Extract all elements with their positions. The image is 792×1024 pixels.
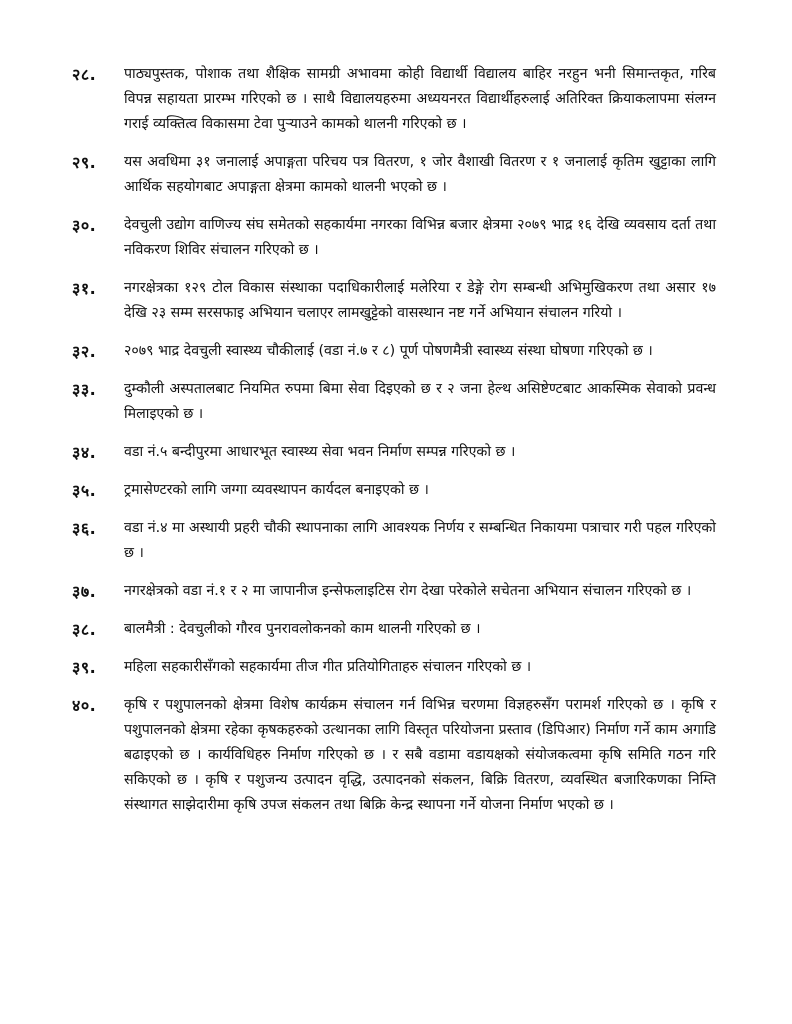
item-text: वडा नं.५ बन्दीपुरमा आधारभूत स्वास्थ्य सेवा भवन निर्माण सम्पन्न गरिएको छ । <box>124 444 516 460</box>
list-item <box>72 617 716 642</box>
item-number: ३५. <box>72 481 97 500</box>
item-text: कृषि र पशुपालनको क्षेत्रमा विशेष कार्यक्रम संचालन गर्न विभिन्न चरणमा विज्ञहरुसँग परामर्श गरिएको छ । कृषि र पशुपालनको क्षेत्रमा रहेका कृषकहरुको उत्थानका लागि विस्तृत परियोजना प्रस्ताव (डिपिआर) निर्माण गर्ने काम अगाडि बढाइएको छ । कार्यविधिहरु निर्माण गरिएको छ । र सबै वडामा वडायक्षको संयोजकत्वमा कृषि समिति गठन गरि सकिएको छ । कृषि र पशुजन्य उत्पादन वृद्धि, उत्पादनको संकलन, बिक्रि वितरण, व्यवस्थित बजारिकणका निम्ति संस्थागत साझेदारीमा कृषि उपज संकलन तथा बिक्रि केन्द्र स्थापना गर्ने योजना निर्माण भएको छ । <box>124 697 716 813</box>
item-number: ३९. <box>72 658 97 677</box>
item-text: दुम्कौली अस्पतालबाट नियमित रुपमा बिमा सेवा दिइएको छ र २ जना हेल्थ असिष्टेण्टबाट आकस्मिक सेवाको प्रवन्ध मिलाइएको छ । <box>124 381 716 422</box>
item-text: ट्रमासेण्टरको लागि जग्गा व्यवस्थापन कार्यदल बनाइएको छ । <box>124 482 429 498</box>
item-number: २९. <box>72 153 97 172</box>
item-number: २८. <box>72 65 97 84</box>
list-item <box>72 579 716 604</box>
list-item <box>72 693 716 818</box>
item-number: ३७. <box>72 582 97 601</box>
list-item <box>72 150 716 200</box>
item-text: नगरक्षेत्रका १२९ टोल विकास संस्थाका पदाधिकारीलाई मलेरिया र डेङ्गे रोग सम्बन्धी अभिमुखिकरण तथा असार १७ देखि २३ सम्म सरसफाइ अभियान चलाएर लामखुट्टेको वासस्थान नष्ट गर्ने अभियान संचालन गरियो । <box>124 280 716 321</box>
list-item <box>72 377 716 427</box>
item-number: ३६. <box>72 519 97 538</box>
list-item <box>72 440 716 465</box>
list-item <box>72 478 716 503</box>
item-text: देवचुली उद्योग वाणिज्य संघ समेतको सहकार्यमा नगरका विभिन्न बजार क्षेत्रमा २०७९ भाद्र १६ देखि व्यवसाय दर्ता तथा नविकरण शिविर संचालन गरिएको छ । <box>124 217 716 258</box>
list-item <box>72 276 716 326</box>
item-text: वडा नं.४ मा अस्थायी प्रहरी चौकी स्थापनाका लागि आवश्यक निर्णय र सम्बन्धित निकायमा पत्राचार गरी पहल गरिएको छ । <box>124 520 716 561</box>
item-number: ३२. <box>72 342 97 361</box>
item-text: बालमैत्री : देवचुलीको गौरव पुनरावलोकनको काम थालनी गरिएको छ । <box>124 621 481 637</box>
item-number: ३८. <box>72 620 97 639</box>
list-item <box>72 516 716 566</box>
item-text: महिला सहकारीसँगको सहकार्यमा तीज गीत प्रतियोगिताहरु संचालन गरिएको छ । <box>124 659 532 675</box>
item-text: २०७९ भाद्र देवचुली स्वास्थ्य चौकीलाई (वडा नं.७ र ८) पूर्ण पोषणमैत्री स्वास्थ्य संस्था घोषणा गरिएको छ । <box>124 343 653 359</box>
list-item <box>72 213 716 263</box>
item-number: ३४. <box>72 443 97 462</box>
item-number: ३३. <box>72 380 97 399</box>
list-item <box>72 339 716 364</box>
item-text: पाठ्यपुस्तक, पोशाक तथा शैक्षिक सामग्री अभावमा कोही विद्यार्थी विद्यालय बाहिर नरहुन भनी सिमान्तकृत, गरिब विपन्न सहायता प्रारम्भ गरिएको छ । साथै विद्यालयहरुमा अध्ययनरत विद्यार्थीहरुलाई अतिरिक्त क्रियाकलापमा संलग्न गराई व्यक्तित्व विकासमा टेवा पुऱ्याउने कामको थालनी गरिएको छ । <box>124 66 716 132</box>
list-item <box>72 655 716 680</box>
list-item <box>72 62 716 137</box>
item-number: ४०. <box>72 696 97 715</box>
item-number: ३०. <box>72 216 97 235</box>
item-text: नगरक्षेत्रको वडा नं.१ र २ मा जापानीज इन्सेफलाइटिस रोग देखा परेकोले सचेतना अभियान संचालन गरिएको छ । <box>124 583 692 599</box>
item-text: यस अवधिमा ३१ जनालाई अपाङ्गता परिचय पत्र वितरण, १ जोर वैशाखी वितरण र १ जनालाई कृतिम खुट्टाका लागि आर्थिक सहयोगबाट अपाङ्गता क्षेत्रमा कामको थालनी भएको छ । <box>124 154 716 195</box>
item-number: ३१. <box>72 279 97 298</box>
